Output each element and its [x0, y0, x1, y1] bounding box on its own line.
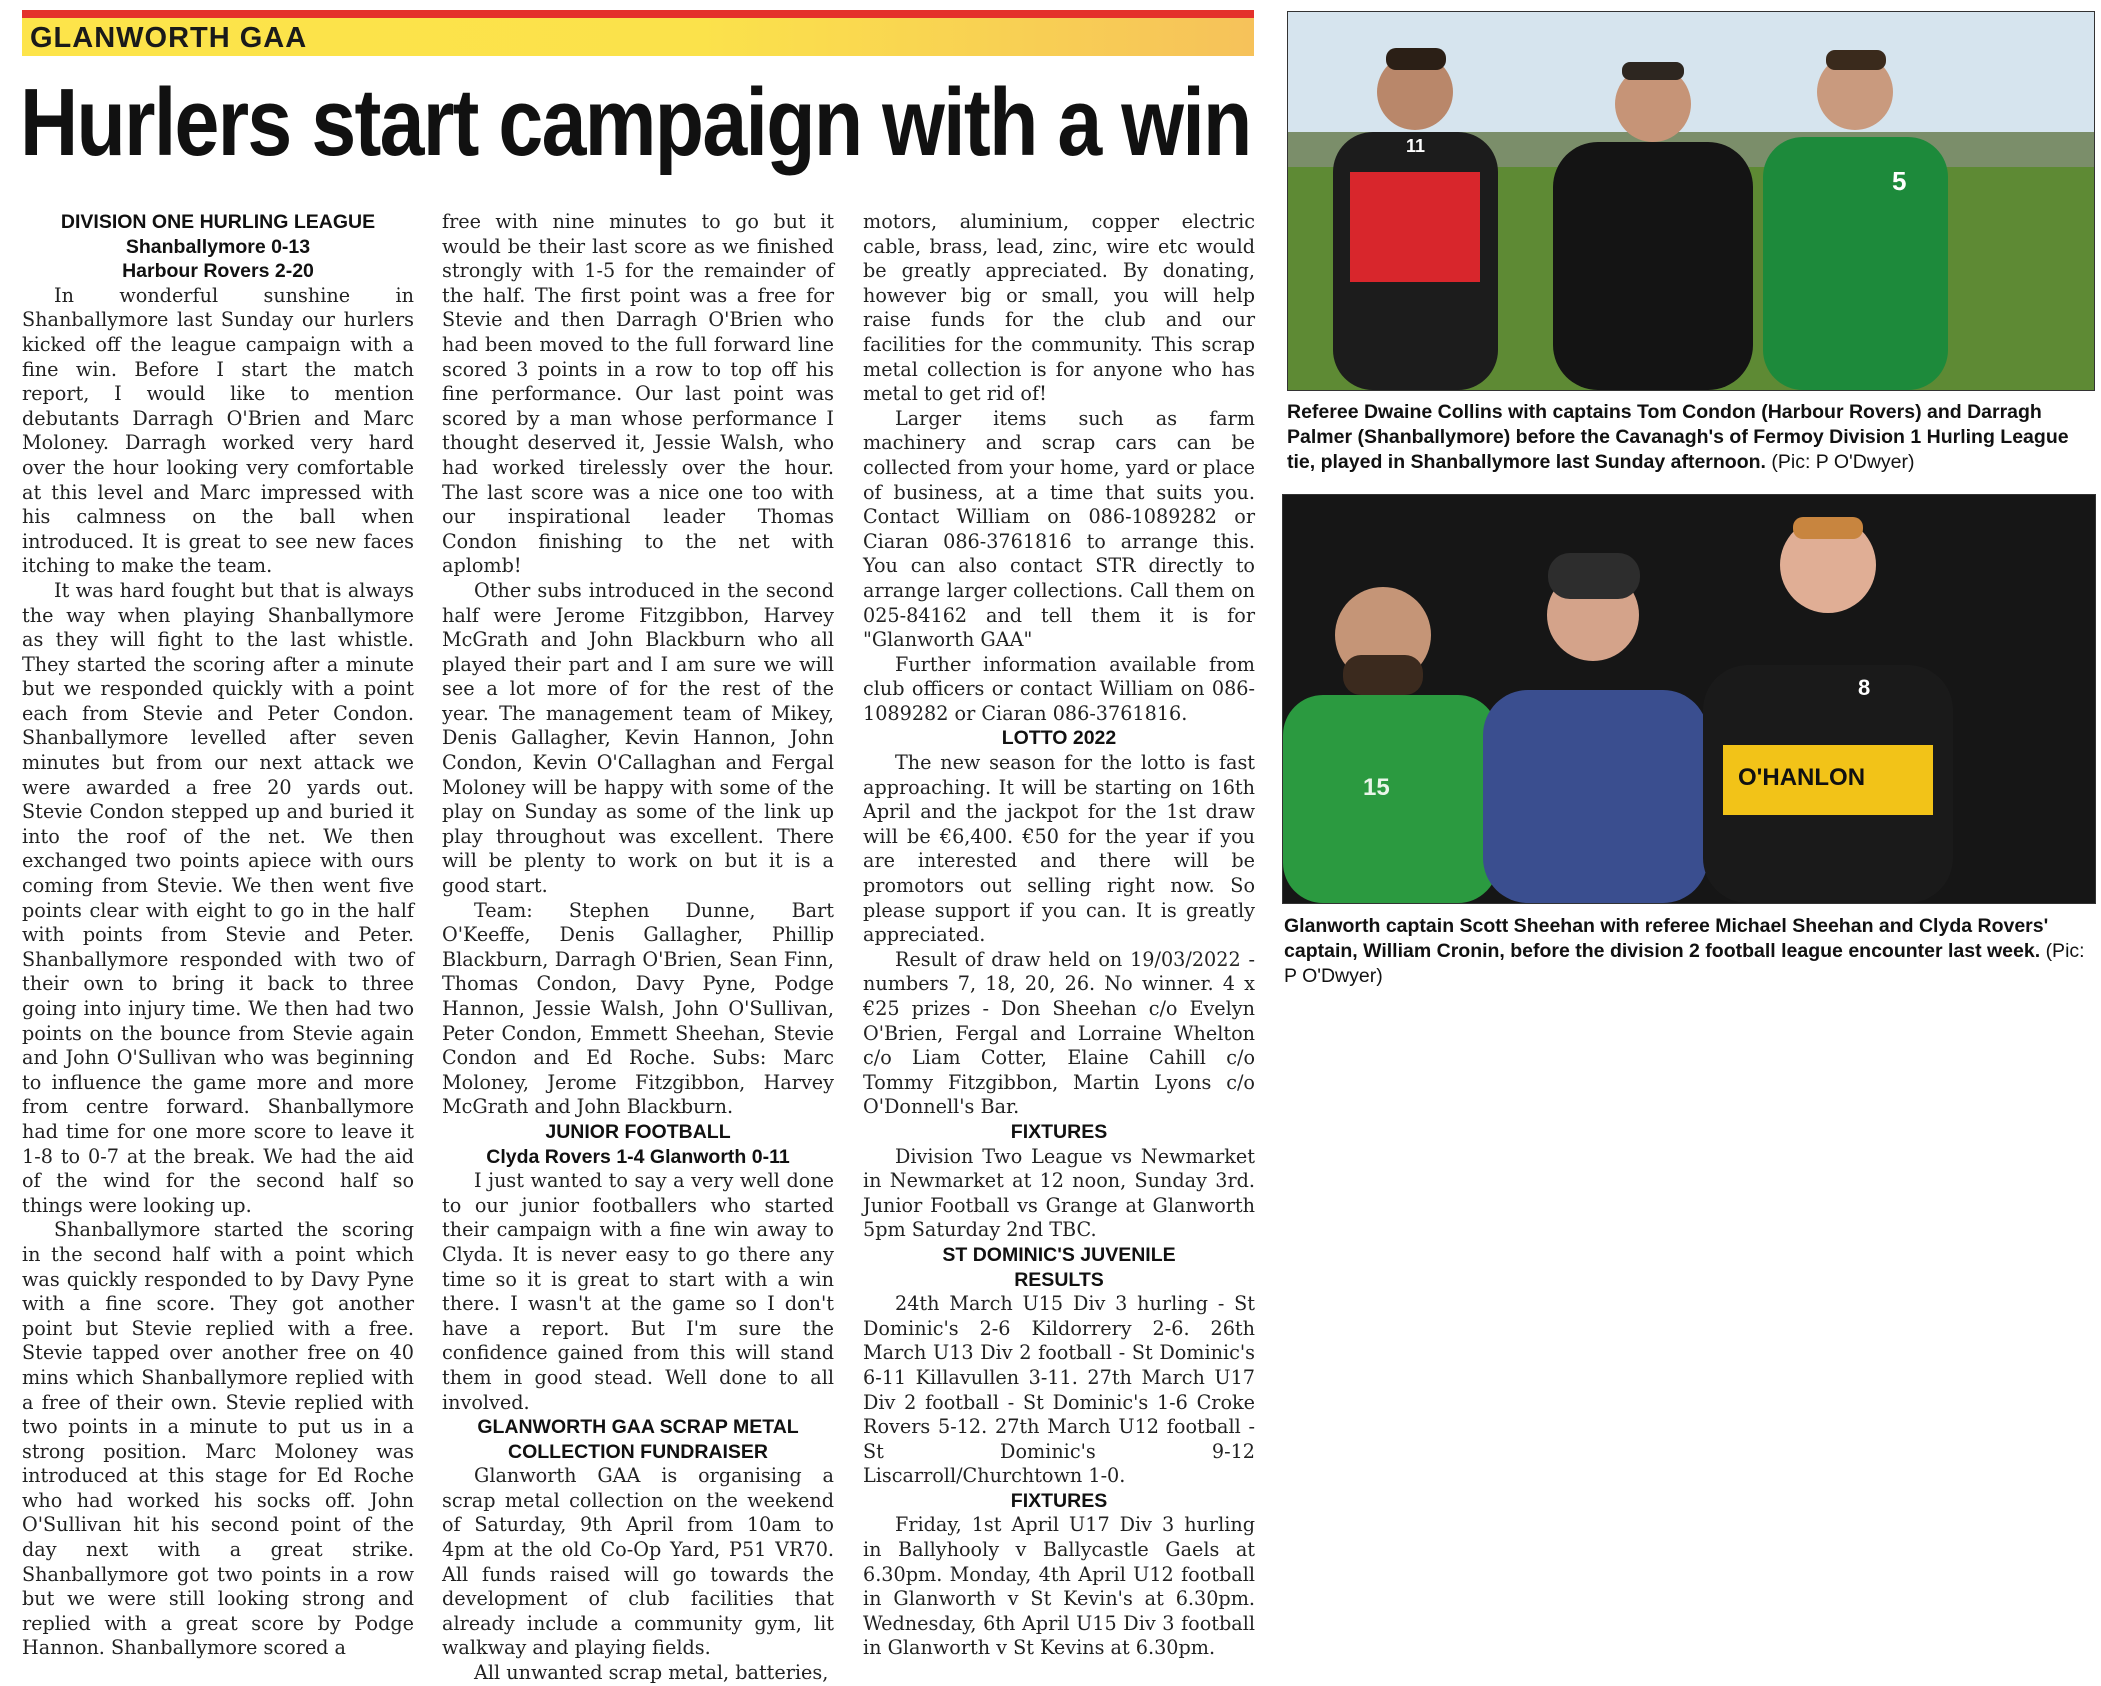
- paragraph: Other subs introduced in the second half were Jerome Fitzgibbon, Harvey McGrath and John Blackburn who all played their part and I am sure we will see a lot more of for the rest of the year. The management team of Mikey, Denis Gallagher, Kevin Hannon, John Condon, Kevin O'Callaghan and Fergal Moloney will be happy with some of the play on Sunday as some of the link up play throughout was excellent. There will be plenty to work on but it is a good start.: [442, 578, 834, 898]
- scrap-heading: COLLECTION FUNDRAISER: [508, 1440, 768, 1463]
- svg-text:15: 15: [1363, 774, 1390, 801]
- score-line: Harbour Rovers 2-20: [122, 260, 314, 283]
- paragraph: free with nine minutes to go but it would be their last score as we finished strongly with 1-5 for the remainder of the half. The first point was a free for Stevie and then Darragh O'Brien who had been moved to the full forward line scored 3 points in a row to top off his fine performance. Our last point was scored by a man whose performance I thought deserved it, Jessie Walsh, who had worked tirelessly over the hour. The last score was a nice one too with our inspirational leader Thomas Condon finishing to the net with aplomb!: [442, 210, 834, 578]
- junior-heading: JUNIOR FOOTBALL: [545, 1120, 731, 1143]
- paragraph: I just wanted to say a very well done to our junior footballers who started their campaign with a fine win away to Clyda. It is never easy to go there any time so it is great to start with a win there. I wasn't at the game so I don't have a report. But I'm sure the confidence gained from this will stand them in good stead. Well done to all involved.: [442, 1169, 834, 1414]
- scrap-heading: GLANWORTH GAA SCRAP METAL: [477, 1416, 799, 1439]
- photo-football-illustration: [1283, 495, 2095, 903]
- paragraph: Division Two League vs Newmarket in Newmarket at 12 noon, Sunday 3rd. Junior Football vs Grange at Glanworth 5pm Saturday 2nd TBC.: [863, 1144, 1255, 1242]
- article-column-1: [22, 210, 414, 1661]
- svg-text:5: 5: [1892, 166, 1907, 196]
- article-column-3: [863, 210, 1255, 1661]
- paragraph: The new season for the lotto is fast approaching. It will be starting on 16th April and the jackpot for the 1st draw will be €6,400. €50 for the year if you are interested and there will be promotors out selling right now. So please support if you can. It is greatly appreciated.: [863, 751, 1255, 947]
- paragraph: Further information available from club officers or contact William on 086-1089282 or Ciaran 086-3761816.: [863, 652, 1255, 725]
- paragraph: Team: Stephen Dunne, Bart O'Keeffe, Denis Gallagher, Phillip Blackburn, Darragh O'Brien, Sean Finn, Thomas Condon, Davy Pyne, Podge Hannon, Jessie Walsh, John O'Sullivan, Peter Condon, Emmett Sheehan, Stevie Condon and Ed Roche. Subs: Marc Moloney, Jerome Fitzgibbon, Harvey McGrath and John Blackburn.: [442, 898, 834, 1119]
- paragraph: Friday, 1st April U17 Div 3 hurling in Ballyhooly v Ballycastle Gaels at 6.30pm. Monday, 4th April U12 football in Glanworth v St Kevin's at 6.30pm. Wednesday, 6th April U15 Div 3 football in Glanworth v St Kevins at 6.30pm.: [863, 1513, 1255, 1660]
- paragraph: 24th March U15 Div 3 hurling - St Dominic's 2-6 Kildorrery 2-6. 26th March U13 Div 2 football - St Dominic's 6-11 Killavullen 3-11. 27th March U17 Div 2 football - St Dominic's 1-6 Croke Rovers 5-12. 27th March U12 football - St Dominic's 9-12 Liscarroll/Churchtown 1-0.: [863, 1292, 1255, 1488]
- paragraph: All unwanted scrap metal, batteries,: [474, 1661, 829, 1685]
- paragraph: It was hard fought but that is always the way when playing Shanballymore as they will fight to the last whistle. They started the scoring after a minute but we responded quickly with a point each from Stevie and Peter Condon. Shanballymore levelled after seven minutes but from our next attack we were awarded a free 20 yards out. Stevie Condon stepped up and buried it into the roof of the net. We then exchanged two points apiece with ours coming from Stevie. We then went five points clear with eight to go in the half with points from Stevie and Peter. Shanballymore responded with two of their own to bring it back to three going into injury time. We then had two points on the bounce from Stevie again and John O'Sullivan who was beginning to influence the game more and more from centre forward. Shanballymore had time for one more score to leave it 1-8 to 0-7 at the break. We had the aid of the wind for the second half so things were looking up.: [22, 578, 414, 1217]
- paragraph: motors, aluminium, copper electric cable, brass, lead, zinc, wire etc would be greatly appreciated. By donating, however big or small, you will help raise funds for the club and our facilities for the community. This scrap metal collection is for anyone who has metal to get rid of!: [863, 210, 1255, 406]
- photo-caption: [1284, 914, 2096, 989]
- photo-hurling-illustration: [1288, 12, 2094, 390]
- photo-credit: (Pic: P O'Dwyer): [1284, 940, 2085, 987]
- svg-text:O'HANLON: O'HANLON: [1738, 764, 1866, 791]
- photo-credit: (Pic: P O'Dwyer): [1771, 451, 1915, 473]
- juvenile-heading: ST DOMINIC'S JUVENILE: [942, 1243, 1176, 1266]
- score-line: Shanballymore 0-13: [125, 235, 311, 258]
- svg-text:8: 8: [1858, 675, 1871, 700]
- section-label: GLANWORTH GAA: [30, 22, 308, 54]
- section-band: [22, 10, 1254, 56]
- photo-football-captains: [1282, 494, 2096, 904]
- lotto-heading: LOTTO 2022: [1001, 727, 1117, 750]
- junior-score: Clyda Rovers 1-4 Glanworth 0-11: [486, 1145, 790, 1168]
- article-column-2: [442, 210, 834, 1686]
- division-heading: DIVISION ONE HURLING LEAGUE: [60, 211, 376, 233]
- caption-text: Glanworth captain Scott Sheehan with referee Michael Sheehan and Clyda Rovers' captain, William Cronin, before the division 2 football league encounter last week.: [1284, 915, 2049, 962]
- paragraph: In wonderful sunshine in Shanballymore last Sunday our hurlers kicked off the league campaign with a fine win. Before I start the match report, I would like to mention debutants Darragh O'Brien and Marc Moloney. Darragh worked very hard over the hour looking very comfortable at this level and Marc impressed with his calmness on the ball when introduced. It is great to see new faces itching to make the team.: [22, 283, 414, 578]
- section-band-stripe: [22, 10, 1254, 18]
- svg-text:11: 11: [1406, 136, 1426, 156]
- results-heading: RESULTS: [1014, 1268, 1104, 1291]
- paragraph: Larger items such as farm machinery and scrap cars can be collected from your home, yard or place of business, at a time that suits you. Contact William on 086-1089282 or Ciaran 086-3761816 to arrange this. You can also contact STR directly to arrange larger collections. Call them on 025-84162 and tell them it is for "Glanworth GAA": [863, 406, 1255, 652]
- photo-hurling-captains: [1287, 11, 2095, 391]
- fixtures-heading: FIXTURES: [1010, 1489, 1108, 1512]
- photo-caption: [1287, 400, 2097, 475]
- paragraph: Glanworth GAA is organising a scrap metal collection on the weekend of Saturday, 9th April from 10am to 4pm at the old Co-Op Yard, P51 VR70. All funds raised will go towards the development of club facilities that already include a community gym, lit walkway and playing fields.: [442, 1464, 834, 1660]
- fixtures-heading: FIXTURES: [1010, 1120, 1108, 1143]
- paragraph: Shanballymore started the scoring in the second half with a point which was quickly responded to by Davy Pyne with a fine score. They got another point but Stevie replied with a free. Stevie tapped over another free on 40 mins which Shanballymore replied with a free of their own. Stevie replied with two points in a minute to put us in a strong position. Marc Moloney was introduced at this stage for Ed Roche who had worked his socks off. John O'Sullivan hit his second point of the day next with a great strike. Shanballymore got two points in a row but we were still looking strong and replied with a great score by Podge Hannon. Shanballymore scored a: [22, 1218, 414, 1660]
- headline: Hurlers start campaign with a win: [20, 69, 1251, 176]
- paragraph: Result of draw held on 19/03/2022 - numbers 7, 18, 20, 26. No winner. 4 x €25 prizes - Don Sheehan c/o Evelyn O'Brien, Fergal and Lorraine Whelton c/o Liam Cotter, Elaine Cahill c/o Tommy Fitzgibbon, Martin Lyons c/o O'Donnell's Bar.: [863, 947, 1255, 1119]
- caption-text: Referee Dwaine Collins with captains Tom Condon (Harbour Rovers) and Darragh Palmer (Shanballymore) before the Cavanagh's of Fermoy Division 1 Hurling League tie, played in Shanballymore last Sunday afternoon.: [1287, 401, 2069, 473]
